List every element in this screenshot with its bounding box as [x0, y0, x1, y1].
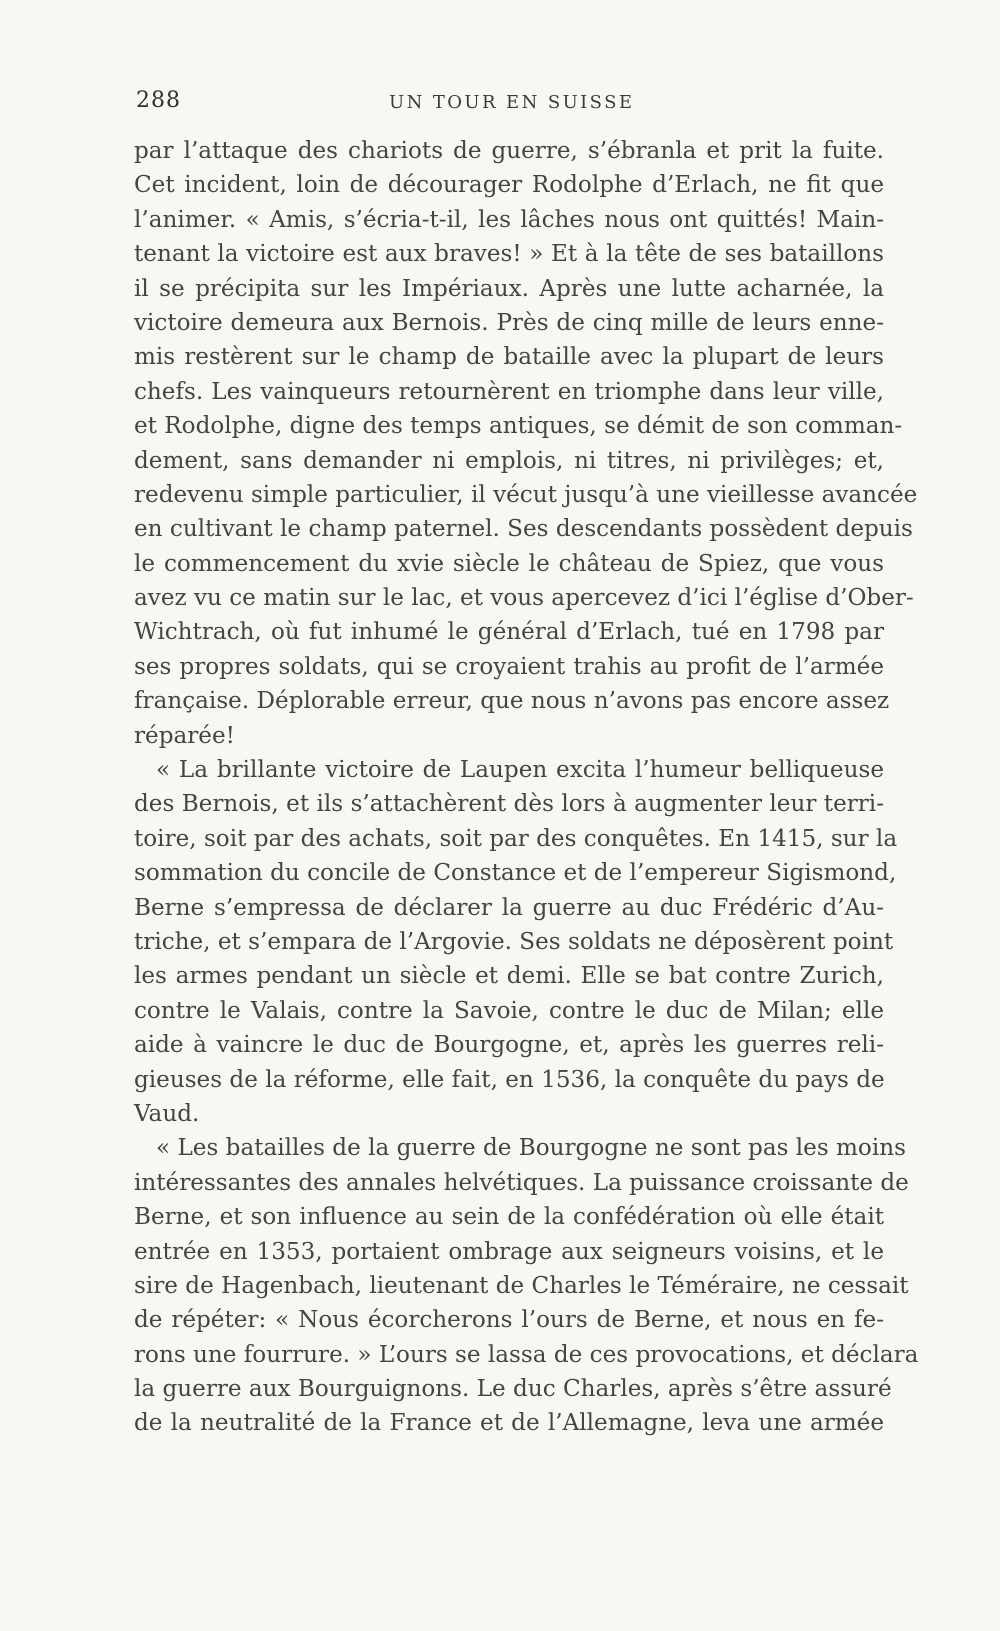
text-line: de la neutralité de la France et de l’Allemagne, leva une armée [134, 1410, 884, 1437]
running-head: UN TOUR EN SUISSE [389, 92, 635, 113]
text-line: ses propres soldats, qui se croyaient trahis au profit de l’armée [134, 653, 884, 680]
text-line: avez vu ce matin sur le lac, et vous apercevez d’ici l’église d’Ober- [134, 585, 914, 612]
text-line: la guerre aux Bourguignons. Le duc Charles, après s’être assuré [134, 1376, 892, 1403]
text-line: dement, sans demander ni emplois, ni titres, ni privilèges; et, [134, 447, 884, 474]
text-line: par l’attaque des chariots de guerre, s’ébranla et prit la fuite. [134, 138, 884, 164]
text-line: sommation du concile de Constance et de l’empereur Sigismond, [134, 860, 897, 887]
text-line: mis restèrent sur le champ de bataille avec la plupart de leurs [134, 344, 884, 371]
page-number: 288 [136, 88, 181, 113]
text-line: intéressantes des annales helvétiques. La puissance croissante de [134, 1169, 909, 1196]
paragraph-start-line: « La brillante victoire de Laupen excita l’humeur belliqueuse [156, 757, 884, 784]
text-line: Wichtrach, où fut inhumé le général d’Erlach, tué en 1798 par [134, 619, 884, 646]
text-line: française. Déplorable erreur, que nous n’avons pas encore assez [134, 688, 890, 715]
text-line: contre le Valais, contre la Savoie, contre le duc de Milan; elle [134, 997, 884, 1024]
text-line: sire de Hagenbach, lieutenant de Charles le Téméraire, ne cessait [134, 1272, 909, 1299]
text-line: entrée en 1353, portaient ombrage aux seigneurs voisins, et le [134, 1238, 884, 1265]
text-line: de répéter: « Nous écorcherons l’ours de Berne, et nous en fe- [134, 1307, 884, 1334]
text-line: et Rodolphe, digne des temps antiques, se démit de son comman- [134, 413, 903, 440]
text-line: chefs. Les vainqueurs retournèrent en triomphe dans leur ville, [134, 378, 884, 405]
paragraph-start-line: « Les batailles de la guerre de Bourgogne ne sont pas les moins [156, 1135, 906, 1162]
page-header [134, 86, 884, 118]
text-line: il se précipita sur les Impériaux. Après une lutte acharnée, la [134, 275, 884, 302]
text-line: aide à vaincre le duc de Bourgogne, et, après les guerres reli- [134, 1032, 884, 1059]
text-line: en cultivant le champ paternel. Ses descendants possèdent depuis [134, 516, 913, 543]
text-line: Cet incident, loin de décourager Rodolphe d’Erlach, ne fit que [134, 172, 884, 199]
text-line: triche, et s’empara de l’Argovie. Ses soldats ne déposèrent point [134, 928, 894, 955]
text-line: rons une fourrure. » L’ours se lassa de ces provocations, et déclara [134, 1341, 919, 1368]
text-line: gieuses de la réforme, elle fait, en 1536, la conquête du pays de [134, 1066, 885, 1093]
text-line: Berne, et son influence au sein de la confédération où elle était [134, 1204, 884, 1231]
text-line: Vaud. [134, 1100, 200, 1127]
text-line: toire, soit par des achats, soit par des conquêtes. En 1415, sur la [134, 825, 898, 852]
text-line: le commencement du xvie siècle le château de Spiez, que vous [134, 550, 884, 577]
text-line: Berne s’empressa de déclarer la guerre au duc Frédéric d’Au- [134, 894, 884, 921]
text-line: tenant la victoire est aux braves! » Et à la tête de ses bataillons [134, 241, 884, 268]
text-line: des Bernois, et ils s’attachèrent dès lors à augmenter leur terri- [134, 791, 884, 818]
text-line: les armes pendant un siècle et demi. Elle se bat contre Zurich, [134, 963, 884, 990]
body-text [134, 134, 919, 1441]
text-line: réparée! [134, 722, 235, 749]
text-line: victoire demeura aux Bernois. Près de cinq mille de leurs enne- [134, 309, 884, 336]
text-line: redevenu simple particulier, il vécut jusqu’à une vieillesse avancée [134, 481, 918, 508]
text-line: l’animer. « Amis, s’écria-t-il, les lâches nous ont quittés! Main- [134, 206, 884, 233]
